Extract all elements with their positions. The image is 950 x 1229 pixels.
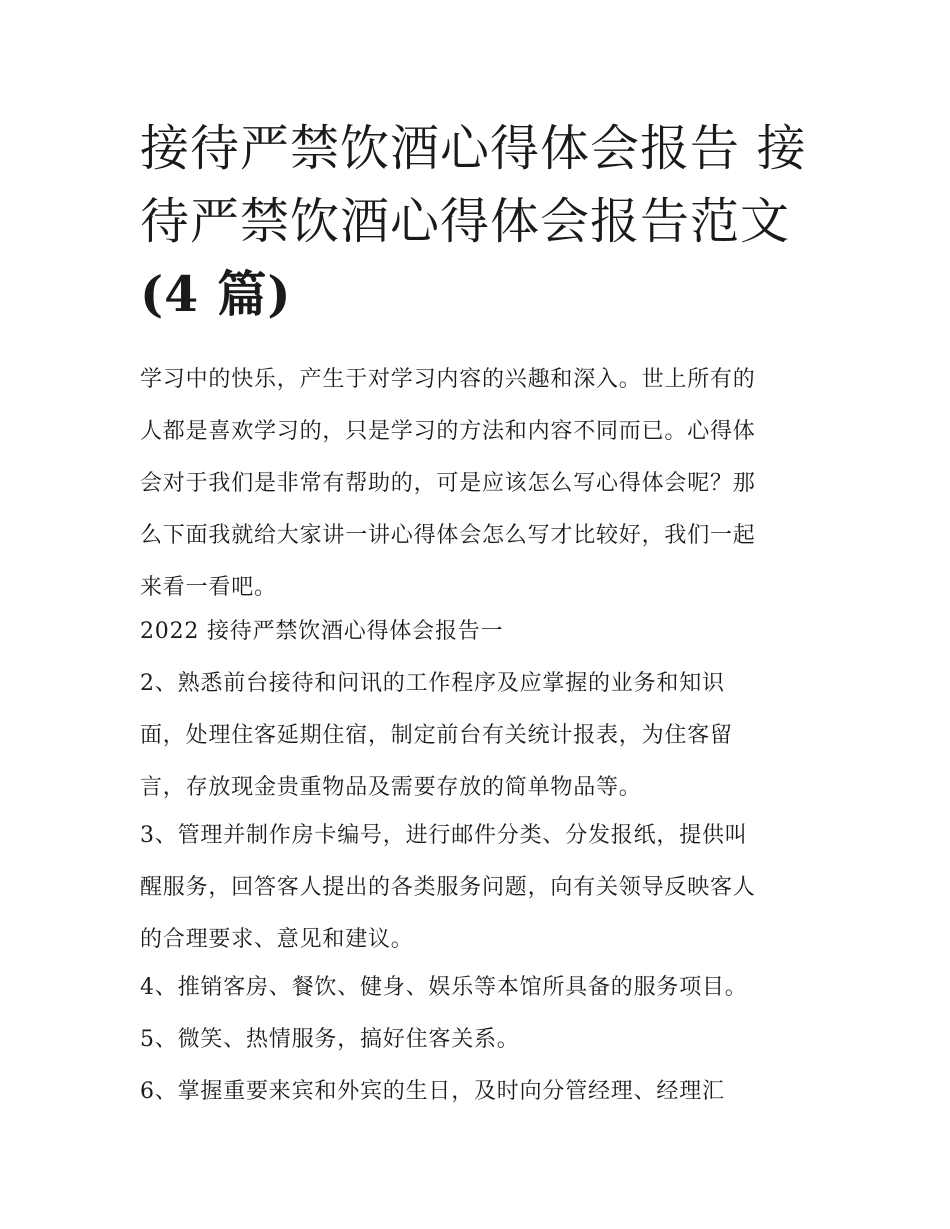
- intro-line: 么下面我就给大家讲一讲心得体会怎么写才比较好，我们一起: [140, 523, 756, 548]
- item-2-line: 言，存放现金贵重物品及需要存放的简单物品等。: [140, 775, 642, 800]
- item-6-line: 6、掌握重要来宾和外宾的生日，及时向分管经理、经理汇: [140, 1079, 725, 1104]
- list-item-2: [140, 658, 820, 814]
- title-line-3: (4 篇): [140, 265, 292, 323]
- intro-line: 会对于我们是非常有帮助的，可是应该怎么写心得体会呢？那: [140, 471, 756, 496]
- intro-line: 来看一看吧。: [140, 575, 277, 600]
- item-2-line: 2、熟悉前台接待和问讯的工作程序及应掌握的业务和知识: [140, 671, 725, 696]
- list-item-6: [140, 1066, 820, 1118]
- list-item-5: [140, 1014, 820, 1066]
- item-2-line: 面，处理住客延期住宿，制定前台有关统计报表，为住客留: [140, 723, 733, 748]
- item-3-line: 3、管理并制作房卡编号，进行邮件分类、分发报纸，提供叫: [140, 823, 748, 848]
- list-item-3: [140, 810, 820, 966]
- intro-line: 学习中的快乐，产生于对学习内容的兴趣和深入。世上所有的: [140, 367, 756, 392]
- section-heading-text: 2022 接待严禁饮酒心得体会报告一: [140, 619, 504, 644]
- title-line-2: 待严禁饮酒心得体会报告范文: [140, 193, 791, 250]
- item-5-line: 5、微笑、热情服务，搞好住客关系。: [140, 1027, 520, 1052]
- section-heading: [140, 606, 820, 658]
- list-item-4: [140, 962, 820, 1014]
- intro-line: 人都是喜欢学习的，只是学习的方法和内容不同而已。心得体: [140, 419, 756, 444]
- document-title: [140, 112, 820, 331]
- item-3-line: 醒服务，回答客人提出的各类服务问题，向有关领导反映客人: [140, 875, 756, 900]
- intro-paragraph: [140, 354, 820, 614]
- item-3-line: 的合理要求、意见和建议。: [140, 927, 414, 952]
- item-4-line: 4、推销客房、餐饮、健身、娱乐等本馆所具备的服务项目。: [140, 975, 748, 1000]
- title-line-1: 接待严禁饮酒心得体会报告 接: [140, 120, 807, 177]
